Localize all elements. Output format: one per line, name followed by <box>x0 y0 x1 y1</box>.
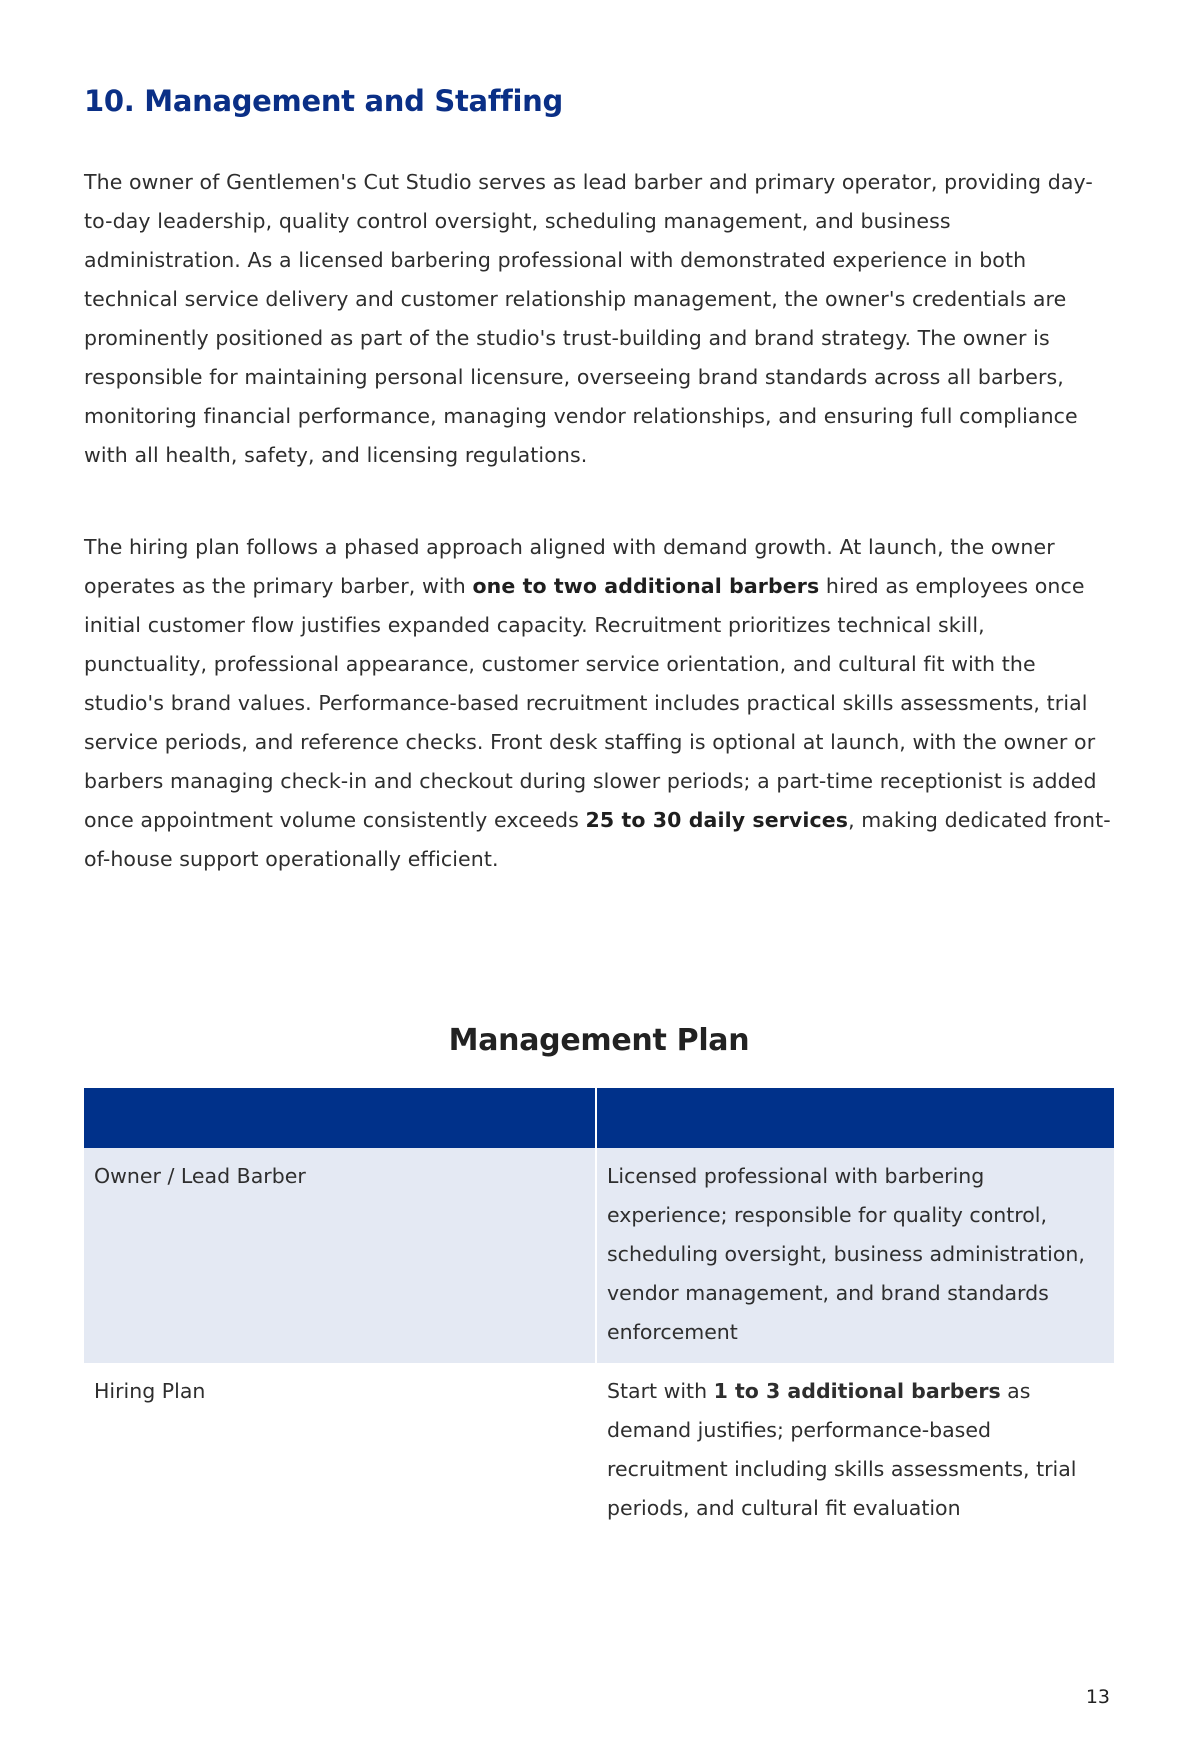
table-header-cell-1 <box>84 1088 596 1148</box>
table-cell-role: Hiring Plan <box>84 1363 596 1539</box>
hiring-paragraph <box>84 528 1114 879</box>
table-cell-role: Owner / Lead Barber <box>84 1148 596 1363</box>
desc-text-1: Start with <box>607 1379 714 1403</box>
table-cell-description <box>596 1363 1114 1539</box>
page-number: 13 <box>1085 1686 1110 1708</box>
table-title: Management Plan <box>448 1023 750 1058</box>
table-header <box>84 1088 1114 1148</box>
desc-text-2: as demand justifies; performance-based recruitment including skills assessments, trial periods, and cultural fit evaluation <box>607 1379 1077 1520</box>
table-cell-description: Licensed professional with barbering experience; responsible for quality control, scheduling oversight, business administration, vendor management, and brand standards enforcement <box>596 1148 1114 1363</box>
hiring-text-1: The hiring plan follows a phased approach aligned with demand growth. At launch, the owner operates as the primary barber, with <box>84 535 1055 598</box>
management-plan-table <box>84 1088 1114 1539</box>
table-row <box>84 1148 1114 1363</box>
desc-bold-barbers: 1 to 3 additional barbers <box>713 1379 1001 1403</box>
table-header-cell-2 <box>596 1088 1114 1148</box>
owner-paragraph: The owner of Gentlemen's Cut Studio serves as lead barber and primary operator, providing day-to-day leadership, quality control oversight, scheduling management, and business administration. As a licensed barbering professional with demonstrated experience in both technical service delivery and customer relationship management, the owner's credentials are prominently positioned as part of the studio's trust-building and brand strategy. The owner is responsible for maintaining personal licensure, overseeing brand standards across all barbers, monitoring financial performance, managing vendor relationships, and ensuring full compliance with all health, safety, and licensing regulations. <box>84 170 1093 467</box>
hiring-bold-barbers: one to two additional barbers <box>472 574 820 598</box>
hiring-bold-services: 25 to 30 daily services <box>585 808 849 832</box>
hiring-text-3: , making dedicated front-of-house support operationally efficient. <box>84 808 1111 871</box>
section-title: 10. Management and Staffing <box>84 84 563 118</box>
hiring-text-2: hired as employees once initial customer flow justifies expanded capacity. Recruitment prioritizes technical skill, punctuality, professional appearance, customer service orientation, and cultural fit with the studio's brand values. Performance-based recruitment includes practical skills assessments, trial service periods, and reference checks. Front desk staffing is optional at launch, with the owner or barbers managing check-in and checkout during slower periods; a part-time receptionist is added once appointment volume consistently exceeds <box>84 574 1097 832</box>
table-row <box>84 1363 1114 1539</box>
